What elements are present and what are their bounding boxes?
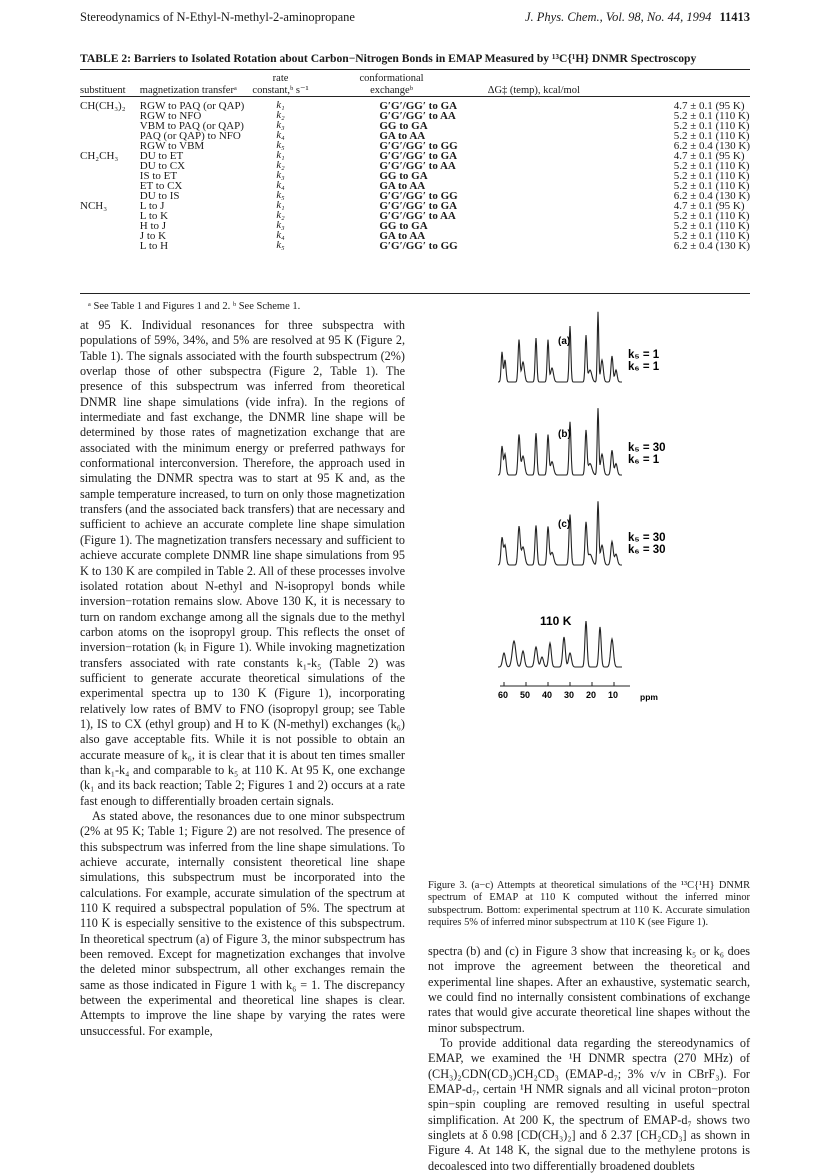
substituent-cell xyxy=(80,161,140,171)
transfer-cell: DU to ET xyxy=(139,150,184,162)
rate-constant-cell: k₃ xyxy=(276,170,285,181)
barrier-table xyxy=(80,74,750,251)
transfer-cell: PAQ (or QAP) to NFO xyxy=(139,130,241,142)
barrier-cell: 4.7 ± 0.1 (95 K) xyxy=(673,150,745,162)
substituent-cell xyxy=(80,231,140,241)
rate-constant-cell: k₁ xyxy=(276,100,285,111)
header-dg: ΔG‡ (temp), kcal/mol xyxy=(487,85,580,96)
barrier-cell: 6.2 ± 0.4 (130 K) xyxy=(673,140,750,152)
substituent-cell: CH(CH₃)₂ xyxy=(80,100,126,112)
rate-constant-cell: k₁ xyxy=(276,150,285,161)
exchange-cell: G′G′/GG′ to AA xyxy=(379,210,456,222)
substituent-cell: CH₂CH₃ xyxy=(80,150,119,162)
barrier-cell: 6.2 ± 0.4 (130 K) xyxy=(673,240,750,252)
exchange-cell: G′G′/GG′ to GG xyxy=(379,240,458,252)
rate-constant-cell: k₅ xyxy=(276,190,285,201)
barrier-cell: 5.2 ± 0.1 (110 K) xyxy=(673,110,750,122)
figure-3-spectra xyxy=(490,312,730,702)
page-number: 11413 xyxy=(719,10,750,24)
transfer-cell: H to J xyxy=(139,220,167,232)
table-row xyxy=(80,241,750,251)
exchange-cell: G′G′/GG′ to GG xyxy=(379,190,458,202)
barrier-cell: 5.2 ± 0.1 (110 K) xyxy=(673,170,750,182)
paragraph: spectra (b) and (c) in Figure 3 show that increasing k₅ or k₆ does not improve the agreement between the theoretical and experimental line shapes. After an exhaustive, systematic search, we could find no internally consistent combinations of exchange rates that would give accurate theoretical line shapes without the minor subspectrum. xyxy=(428,944,750,1035)
rate-constant-cell: k₃ xyxy=(276,220,285,231)
rate-constant-cell: k₁ xyxy=(276,200,285,211)
transfer-cell: RGW to VBM xyxy=(139,140,205,152)
substituent-cell xyxy=(80,131,140,141)
spectrum-b-k5: k₅ = 30 xyxy=(628,442,666,454)
axis-tick-label: 60 xyxy=(498,690,509,700)
spectrum-c-label: (c) xyxy=(558,519,571,530)
exchange-cell: G′G′/GG′ to GG xyxy=(379,140,458,152)
transfer-cell: DU to IS xyxy=(139,190,180,202)
rate-constant-cell: k₅ xyxy=(276,140,285,151)
barrier-cell: 5.2 ± 0.1 (110 K) xyxy=(673,230,750,242)
spectrum-a-k6: k₆ = 1 xyxy=(628,361,660,373)
transfer-cell: RGW to NFO xyxy=(139,110,202,122)
transfer-cell: L to H xyxy=(139,240,169,252)
table-top-rule xyxy=(80,69,750,70)
barrier-cell: 6.2 ± 0.4 (130 K) xyxy=(673,190,750,202)
exchange-cell: G′G′/GG′ to AA xyxy=(379,160,456,172)
spectrum-c-trace xyxy=(498,501,622,565)
transfer-cell: DU to CX xyxy=(139,160,186,172)
transfer-cell: IS to ET xyxy=(139,170,178,182)
figure-3-caption: Figure 3. (a−c) Attempts at theoretical simulations of the ¹³C{¹H} DNMR spectrum of EMAP at 110 K computed without the inferred minor subspectrum. Bottom: experimental spectrum at 110 K. Accurate simulation requires 5% of inferred minor subspectrum at 110 K (see Figure 1). xyxy=(428,880,750,929)
rate-constant-cell: k₂ xyxy=(276,210,285,221)
left-column xyxy=(80,318,405,1039)
transfer-cell: L to J xyxy=(139,200,165,212)
spectrum-b-k6: k₆ = 1 xyxy=(628,454,660,466)
barrier-cell: 5.2 ± 0.1 (110 K) xyxy=(673,220,750,232)
exchange-cell: GA to AA xyxy=(379,230,426,242)
axis-tick-label: 10 xyxy=(608,690,619,700)
right-column xyxy=(428,944,750,1174)
spectrum-b-label: (b) xyxy=(558,429,571,440)
transfer-cell: J to K xyxy=(139,230,167,242)
rate-constant-cell: k₂ xyxy=(276,110,285,121)
barrier-cell: 5.2 ± 0.1 (110 K) xyxy=(673,120,750,132)
axis-tick-label: 40 xyxy=(542,690,553,700)
substituent-cell xyxy=(80,121,140,131)
spectrum-b-trace xyxy=(498,408,622,475)
transfer-cell: ET to CX xyxy=(139,180,183,192)
axis-tick-label: 50 xyxy=(520,690,531,700)
axis-tick-label: 30 xyxy=(564,690,575,700)
substituent-cell xyxy=(80,111,140,121)
transfer-cell: RGW to PAQ (or QAP) xyxy=(139,100,245,112)
exchange-cell: GG to GA xyxy=(379,170,428,182)
header-transfer: magnetization transferᵃ xyxy=(139,85,237,96)
exchange-cell: G′G′/GG′ to AA xyxy=(379,110,456,122)
table-bottom-rule xyxy=(80,293,750,294)
substituent-cell xyxy=(80,221,140,231)
exchange-cell: GG to GA xyxy=(379,120,428,132)
paragraph: To provide additional data regarding the stereodynamics of EMAP, we examined the ¹H DNMR spectra (270 MHz) of (CH₃)₂CDN(CD₃)CH₂CD₃ (EMAP-d₇; 3% v/v in CBrF₃). For EMAP-d₇, certain ¹H NMR signals and all vicinal proton−proton spin−spin coupling are removed resulting in useful spectral simplification. At 200 K, the spectrum of EMAP-d₇ shows two singlets at δ 0.98 [CD(CH₃)₂] and δ 2.37 [CH₂CD₃] as shown in Figure 4. At 148 K, the signal due to the methylene protons is decoalesced into two differentially broadened doublets xyxy=(428,1036,750,1173)
substituent-cell xyxy=(80,241,140,251)
transfer-cell: L to K xyxy=(139,210,169,222)
barrier-cell: 4.7 ± 0.1 (95 K) xyxy=(673,200,745,212)
axis-tick-label: 20 xyxy=(586,690,597,700)
journal-name: J. Phys. Chem., Vol. 98, No. 44, 1994 xyxy=(524,10,712,24)
rate-constant-cell: k₂ xyxy=(276,160,285,171)
substituent-cell: NCH₃ xyxy=(80,200,108,212)
barrier-cell: 5.2 ± 0.1 (110 K) xyxy=(673,130,750,142)
exchange-cell: G′G′/GG′ to GA xyxy=(379,200,458,212)
header-substituent: substituent xyxy=(80,85,126,96)
rate-constant-cell: k₃ xyxy=(276,120,285,131)
axis-unit: ppm xyxy=(640,692,658,702)
exchange-cell: GA to AA xyxy=(379,130,426,142)
spectrum-a-label: (a) xyxy=(558,336,571,347)
exchange-cell: GG to GA xyxy=(379,220,428,232)
spectrum-a-k5: k₅ = 1 xyxy=(628,349,660,361)
spectrum-c-k5: k₅ = 30 xyxy=(628,532,666,544)
exchange-cell: G′G′/GG′ to GA xyxy=(379,100,458,112)
rate-constant-cell: k₄ xyxy=(276,230,285,241)
header-rate-1: rate xyxy=(272,73,289,84)
rate-constant-cell: k₄ xyxy=(276,180,285,191)
running-title: Stereodynamics of N-Ethyl-N-methyl-2-aminopropane xyxy=(80,10,355,24)
substituent-cell xyxy=(80,211,140,221)
barrier-cell: 5.2 ± 0.1 (110 K) xyxy=(673,180,750,192)
header-conf-1: conformational xyxy=(359,73,424,84)
exchange-cell: GA to AA xyxy=(379,180,426,192)
barrier-cell: 4.7 ± 0.1 (95 K) xyxy=(673,100,745,112)
exchange-cell: G′G′/GG′ to GA xyxy=(379,150,458,162)
substituent-cell xyxy=(80,171,140,181)
paragraph: at 95 K. Individual resonances for three subspectra with populations of 59%, 34%, and 5% are resolved at 95 K (Figure 2, Table 1). The signals associated with the fourth subspectrum (2%) overlap those of other subspectra (Figure 2, Table 1). The presence of this subspectrum was inferred from theoretical DNMR line shape simulations (vide infra). In the regions of intermediate and fast exchange, the DNMR line shape will be determined by those rates of magnetization exchange that are associated with the minimum energy or preferred pathways for conformational interconversion. Therefore, the approach used in simulating the DNMR spectra was to start at 95 K and, as the sample temperature increased, to turn on only those magnetization transfers (and the associated back transfers) that are necessary and sufficient to achieve an accurate complete line shape simulation (Figure 1). The magnetization transfers necessary and sufficient to achieve accurate complete DNMR line shape simulations from 95 K to 130 K are compiled in Table 2. All of these processes involve isolated rotation about N-ethyl and N-isopropyl bonds while inversion−rotation remains slow. Above 130 K, it is necessary to turn on random exchange among all the signals due to the methyl carbon atoms on the isopropyl group. This reflects the onset of inversion−rotation (kᵢ in Figure 1). While invoking magnetization transfers associated with rate constants k₁-k₅ (Table 2) was sufficient to generate accurate theoretical simulations of the experimental spectra up to 130 K (Figure 1), incorporating relatively low rates of BMV to FNO (isopropyl group; see Table 1), IS to CX (ethyl group) and H to K (N-methyl) exchanges (k₆) also gave acceptable fits. While it is not possible to obtain an accurate measure of k₆, it is clear that it is about ten times smaller than k₁-k₄ and comparable to k₅ at 110 K. At 95 K, one exchange (k₁ and its back reaction; Table 2; Figures 1 and 2) occurs at a rate fast enough to differentially broaden certain signals. xyxy=(80,318,405,808)
rate-constant-cell: k₄ xyxy=(276,130,285,141)
table-footnote: ᵃ See Table 1 and Figures 1 and 2. ᵇ See Scheme 1. xyxy=(88,301,301,312)
spectrum-c-k6: k₆ = 30 xyxy=(628,544,666,556)
header-rate-2: constant,ᵇ s⁻¹ xyxy=(252,85,309,96)
journal-citation xyxy=(525,10,750,25)
table-caption: TABLE 2: Barriers to Isolated Rotation about Carbon−Nitrogen Bonds in EMAP Measured by ¹³C{¹H} DNMR Spectroscopy xyxy=(80,52,697,65)
transfer-cell: VBM to PAQ (or QAP) xyxy=(139,120,244,132)
barrier-cell: 5.2 ± 0.1 (110 K) xyxy=(673,160,750,172)
header-conf-2: exchangeᵇ xyxy=(370,85,413,96)
experimental-label: 110 K xyxy=(540,614,572,628)
paragraph: As stated above, the resonances due to one minor subspectrum (2% at 95 K; Table 1; Figure 2) are not resolved. The presence of this subspectrum was inferred from the line shape simulations. To achieve accurate, internally consistent theoretical line shape simulations, this subspectrum must be incorporated into the calculations. For example, accurate simulation of the spectrum at 110 K required a subspectral population of 5%. The spectrum at 110 K is especially sensitive to the existence of this subspectrum. In theoretical spectrum (a) of Figure 3, the minor subspectrum has been removed. Except for magnetization exchanges that involve the deleted minor subspectrum, all other exchanges remain the same as those indicated in Figure 1 with k₆ = 1. The discrepancy between the experimental and theoretical line shapes is clear. Attempts to improve the line shape by varying the rates were unsuccessful. For example, xyxy=(80,809,405,1038)
substituent-cell xyxy=(80,181,140,191)
rate-constant-cell: k₅ xyxy=(276,240,285,251)
barrier-cell: 5.2 ± 0.1 (110 K) xyxy=(673,210,750,222)
